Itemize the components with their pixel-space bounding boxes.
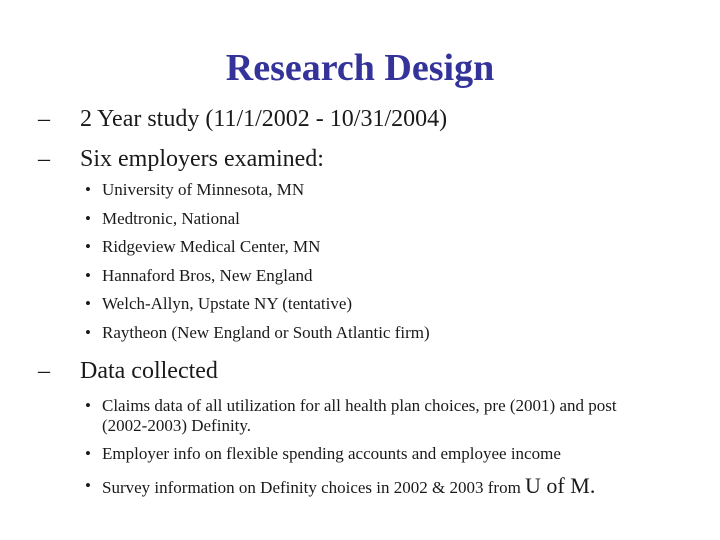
bullet-marker: • [85,476,91,495]
employer-text: Ridgeview Medical Center, MN [102,237,321,256]
data-item [85,473,657,500]
data-collected-list [85,396,657,500]
employer-item [85,294,430,323]
employer-item [85,209,430,238]
employer-text: Hannaford Bros, New England [102,265,313,285]
dash-marker: – [38,146,50,172]
employers-list [85,180,430,351]
employer-item [85,237,430,266]
data-item-tail: U of M. [525,473,596,498]
employer-text: Welch-Allyn, Upstate NY (tentative) [102,294,353,313]
employer-text: Raytheon (New England or South Atlantic firm) [102,322,430,342]
bullet-marker: • [85,237,91,256]
study-period-item [38,105,447,133]
data-item-text: Employer info on flexible spending accounts and employee income [102,444,561,463]
bullet-marker: • [85,180,91,199]
employer-item [85,266,430,295]
dash-marker: – [38,358,50,384]
data-heading-item [38,357,218,385]
employers-heading-text: Six employers examined: [80,146,324,172]
bullet-marker: • [85,294,91,313]
data-item [85,444,657,476]
study-period-text: 2 Year study (11/1/2002 - 10/31/2004) [80,106,448,132]
bullet-marker: • [85,444,91,463]
bullet-marker: • [85,265,91,285]
data-item [85,396,657,444]
employer-text: Medtronic, National [102,208,240,228]
data-item-text: Claims data of all utilization for all health plan choices, pre (2001) and post (2002-2003) Definity. [102,396,617,435]
bullet-marker: • [85,322,91,342]
bullet-marker: • [85,208,91,228]
bullet-marker: • [85,396,91,415]
data-heading-text: Data collected [80,358,218,384]
employer-item [85,323,430,352]
employers-heading-item [38,145,324,173]
employer-text: University of Minnesota, MN [102,180,305,199]
dash-marker: – [38,106,50,132]
employer-item [85,180,430,209]
data-item-text: Survey information on Definity choices in 2002 & 2003 from [102,478,521,497]
slide-title: Research Design [225,47,495,89]
